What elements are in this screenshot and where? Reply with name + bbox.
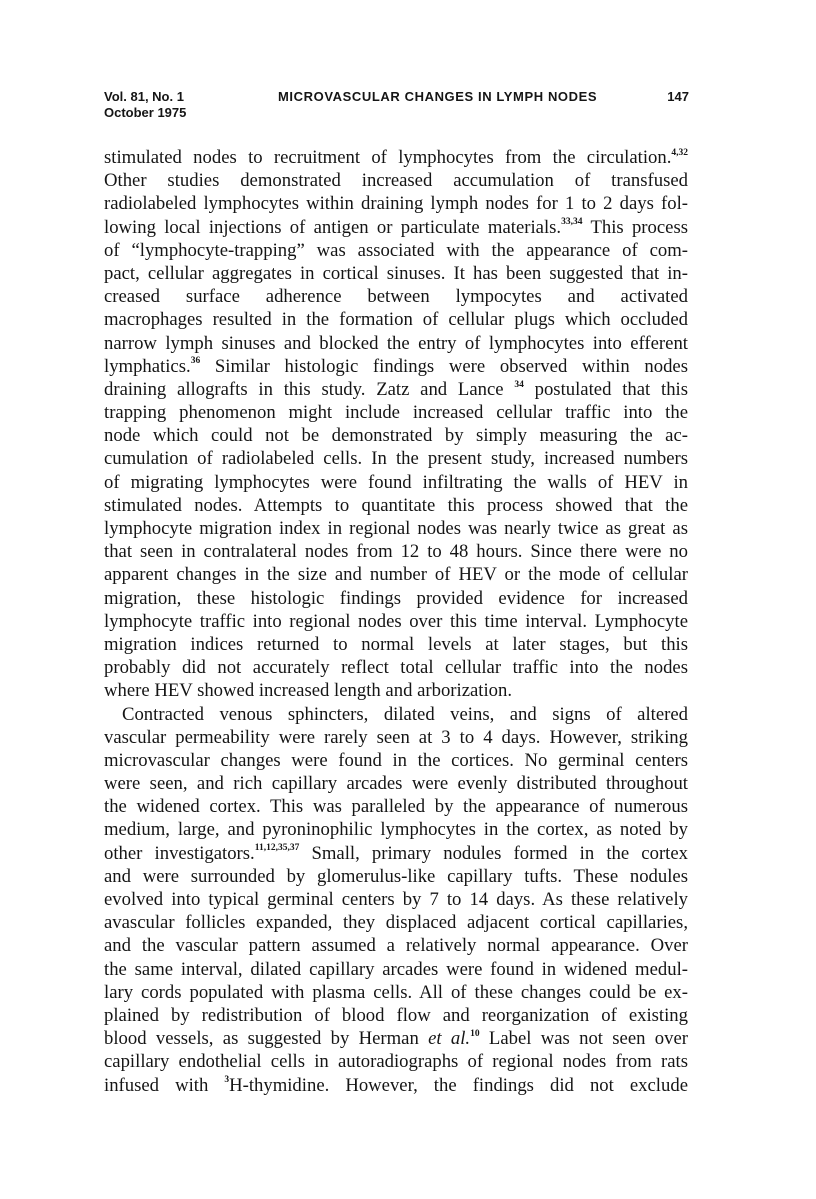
text-segment: This process — [582, 216, 689, 238]
text-line — [104, 1050, 688, 1073]
text-line — [104, 239, 688, 262]
text-line — [104, 563, 688, 586]
text-line — [104, 494, 688, 517]
text-segment: migration, these histologic findings provided evidence for increased — [104, 587, 688, 609]
text-segment: plained by redistribution of blood flow and reorganization of existing — [104, 1004, 688, 1026]
text-line — [104, 308, 688, 331]
text-segment: stimulated nodes to recruitment of lymphocytes from the circulation. — [104, 147, 672, 168]
text-segment: lary cords populated with plasma cells. All of these changes could be ex- — [104, 981, 688, 1003]
text-line — [104, 517, 688, 540]
text-segment: trapping phenomenon might include increased cellular traffic into the — [104, 402, 688, 424]
text-segment: H-thymidine. However, the findings did not exclude — [229, 1074, 688, 1096]
running-title: MICROVASCULAR CHANGES IN LYMPH NODES — [278, 89, 598, 104]
text-line — [104, 749, 688, 772]
text-segment: Label was not seen over — [479, 1028, 688, 1050]
text-line — [104, 262, 688, 285]
text-line — [104, 981, 688, 1004]
text-segment: radiolabeled lymphocytes within draining lymph nodes for 1 to 2 days fol- — [104, 193, 688, 215]
text-line — [104, 958, 688, 981]
text-segment: and the vascular pattern assumed a relatively normal appearance. Over — [104, 935, 688, 957]
text-line — [104, 471, 688, 494]
text-segment: node which could not be demonstrated by simply measuring the ac- — [104, 425, 688, 447]
italic-text: et al. — [428, 1028, 471, 1050]
text-segment: that seen in contralateral nodes from 12 to 48 hours. Since there were no — [104, 541, 688, 563]
text-line — [104, 679, 688, 702]
text-segment: pact, cellular aggregates in cortical sinuses. It has been suggested that in- — [104, 262, 688, 284]
text-segment: microvascular changes were found in the cortices. No germinal centers — [104, 749, 688, 771]
text-line — [104, 1004, 688, 1027]
issue-date: October 1975 — [104, 105, 187, 120]
text-segment: cumulation of radiolabeled cells. In the present study, increased numbers — [104, 448, 688, 470]
text-line — [104, 1074, 688, 1097]
text-line — [104, 703, 688, 726]
text-segment: probably did not accurately reflect total cellular traffic into the nodes — [104, 657, 688, 679]
text-segment: blood vessels, as suggested by Herman — [104, 1028, 429, 1050]
text-line — [104, 795, 688, 818]
text-line — [104, 401, 688, 424]
text-segment: vascular permeability were rarely seen at 3 to 4 days. However, striking — [104, 726, 688, 748]
text-segment: of “lymphocyte-trapping” was associated with the appearance of com- — [104, 239, 688, 261]
text-segment: lowing local injections of antigen or particulate materials. — [104, 216, 562, 238]
text-line — [104, 610, 688, 633]
text-segment: the widened cortex. This was paralleled by the appearance of numerous — [104, 796, 688, 818]
text-segment: evolved into typical germinal centers by 7 to 14 days. As these relatively — [104, 889, 688, 910]
text-segment: creased surface adherence between lympocytes and activated — [104, 286, 688, 308]
text-segment: stimulated nodes. Attempts to quantitate this process showed that the — [104, 494, 688, 516]
text-segment: Other studies demonstrated increased accumulation of transfused — [104, 170, 688, 192]
text-line — [104, 216, 688, 239]
text-segment: capillary endothelial cells in autoradiographs of regional nodes from rats — [104, 1051, 688, 1073]
text-line — [104, 911, 688, 934]
page-number: 147 — [667, 89, 689, 104]
text-line — [104, 146, 688, 169]
text-segment: draining allografts in this study. Zatz and Lance — [104, 378, 515, 400]
citation-superscript: 34 — [514, 379, 524, 390]
text-line — [104, 633, 688, 656]
text-line — [104, 888, 688, 911]
text-segment: Contracted venous sphincters, dilated veins, and signs of altered — [122, 703, 688, 725]
text-segment: lymphocyte traffic into regional nodes over this time interval. Lymphocyte — [104, 610, 688, 632]
text-line — [104, 285, 688, 308]
citation-superscript: 11,12,35,37 — [254, 843, 300, 854]
text-line — [104, 726, 688, 749]
text-segment: apparent changes in the size and number of HEV or the mode of cellular — [104, 564, 688, 586]
text-segment: infused with — [104, 1074, 225, 1096]
text-line — [104, 378, 688, 401]
text-segment: of migrating lymphocytes were found infiltrating the walls of HEV in — [104, 471, 688, 493]
text-segment: avascular follicles expanded, they displaced adjacent cortical capillaries, — [104, 912, 688, 934]
text-line — [104, 355, 688, 378]
citation-superscript: 36 — [190, 356, 201, 367]
text-segment: were seen, and rich capillary arcades were evenly distributed throughout — [104, 773, 688, 795]
citation-superscript: 33,34 — [561, 217, 583, 228]
text-line — [104, 842, 688, 865]
text-segment: macrophages resulted in the formation of cellular plugs which occluded — [104, 309, 688, 331]
text-line — [104, 818, 688, 841]
text-line — [104, 424, 688, 447]
volume-issue: Vol. 81, No. 1 — [104, 89, 184, 104]
article-body — [104, 146, 688, 1097]
text-segment: Similar histologic findings were observed within nodes — [200, 355, 688, 377]
text-segment: medium, large, and pyroninophilic lymphocytes in the cortex, as noted by — [104, 819, 688, 841]
text-segment: the same interval, dilated capillary arcades were found in widened medul- — [104, 958, 688, 980]
citation-superscript: 4,32 — [671, 147, 688, 158]
text-line — [104, 540, 688, 563]
text-line — [104, 865, 688, 888]
citation-superscript: 10 — [470, 1028, 480, 1039]
text-line — [104, 587, 688, 610]
text-line — [104, 934, 688, 957]
text-line — [104, 1027, 688, 1050]
text-segment: where HEV showed increased length and arborization. — [104, 680, 513, 702]
text-segment: other investigators. — [104, 842, 255, 864]
text-segment: narrow lymph sinuses and blocked the entry of lymphocytes into efferent — [104, 332, 688, 354]
text-segment: migration indices returned to normal levels at later stages, but this — [104, 633, 688, 655]
text-line — [104, 169, 688, 192]
citation-superscript: 3 — [224, 1075, 230, 1086]
text-segment: lymphocyte migration index in regional nodes was nearly twice as great as — [104, 518, 688, 539]
text-line — [104, 447, 688, 470]
text-line — [104, 772, 688, 795]
text-line — [104, 332, 688, 355]
text-segment: postulated that this — [523, 378, 688, 400]
text-segment: Small, primary nodules formed in the cortex — [299, 842, 688, 864]
text-line — [104, 192, 688, 215]
text-line — [104, 656, 688, 679]
text-segment: and were surrounded by glomerulus-like capillary tufts. These nodules — [104, 865, 688, 887]
text-segment: lymphatics. — [104, 355, 191, 377]
